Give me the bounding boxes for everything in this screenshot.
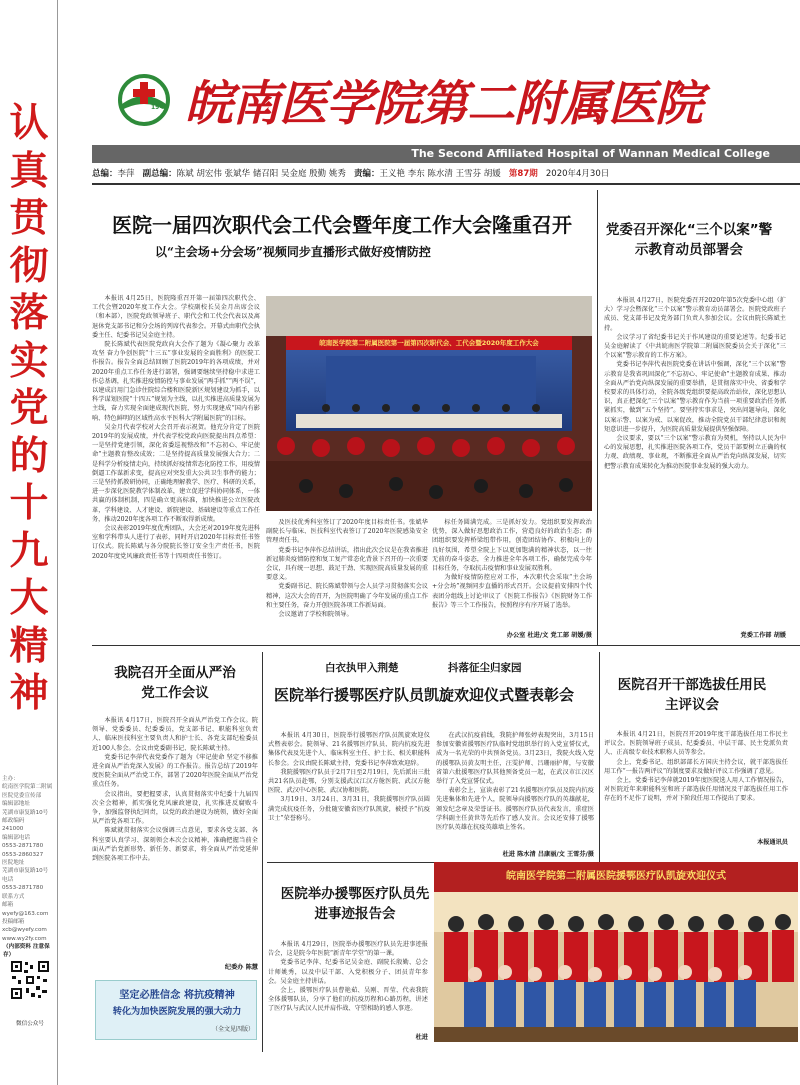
left-mid-body: 本报讯 4月17日，医院召开全面从严治党工作会议。院领导、党委委员、纪委委员，党支部书记、职能科室负责人、临床医技科室主要负责人和护士长、各党支部纪检委员近100人参会。会议由党委副书记、院长陈斌主持。 党委书记李萍代表党委作了题为《牢记使命 坚定不移推进全面从严治党深入发展》的工作报告。报告总结了2019年度医院全面从严治党工作，部署了2020年医院全面从严治党重点任务。 会议指出，要把握要求，认真贯彻落实中纪委十九届四次全会精神，抓实强化党风廉政建设，扎实推进反腐败斗争，加强监督执纪问责，以党的政治建设为统领，做好全面从严治党各项工作。 陈斌就贯彻落实会议强调三点意见，要求各党支部、各科室要认真学习、深刻领会本次会议精神，准确把握当前全面从严治党新形势、新任务、新要求，将全面从严治党延伸到医院各项工作中去。	[92, 717, 258, 863]
lead-col1: 本报讯 4月25日，医院隆重召开第一届第四次职代会、工代会暨2020年度工作大会。学校副校长吴金月出席会议（和本部），医院党政领导班子、职代会和工代会代表以及离退休党支部书记和分会场的列席代表参会。开幕式由职代会执委主任、纪委书记吴金庭主持。 院长陈斌代表医院党政向大会作了题为《凝心聚力 改革攻坚 奋力争创医院“十三五”事业发展的全面胜利》的医院工作报告。报告全面总结回顾了医院2019年的各项成绩，并对2020年重点工作任务进行部署，强调要继续坚持稳中求进工作总基调，扎实推进疫情防控与事业发展“两手抓”“两不误”，以建成启用门急诊住院综合楼和医院新区规划建设为抓手，以科学谋划医院“十四五”规划为主线，以扎实推进高质量发展为主线，奋力实现全面建成现代医院，努力实现建成“国内有影响、特色鲜明的区域性高水平医科大学附属医院”的目标。 吴金月代表学校对大会召开表示祝贺。他充分肯定了医院2019年的发展成绩，并代表学校党政向医院提出四点希望：一是坚持党建引领，深化省委巡视整改和“不忘初心、牢记使命”主题教育整改成效；二是坚持提高质量发展强大合力；二是科学分析疫情走向，持续抓好疫情常态化防控工作，用疫情倒逼工作谋新求变，提高应对突发重大公共卫生事件的能力；三是坚持抓教研协同，正确地理解教学、医疗、科研的关系，进一步深化医院教学体制改革，建立促进学科协同体系，一体共赢的体制机制，四是确立更高标准，加快推进公立医院改革，学科建设、人才建设、新院建设、基础建设等重点工作任务，推动2020年度各项工作不断取得新成绩。 会议表彰2019年度优秀团队，大会还对2019年度先进科室和学科带头人进行了表彰，同时开启2020年目标责任书签订仪式。院长陈斌与各分院院长签订安全生产责任书，医院2020年度党风廉政责任书等十四项责任书签订。	[92, 295, 260, 560]
team-photo	[434, 862, 798, 1042]
logo-year: 1949	[151, 104, 168, 111]
center-bottom-byline: 杜进	[415, 1034, 428, 1041]
right-top-body: 本报讯 4月27日，医院党委召开2020年第5次党委中心组（扩大）学习会暨深化“三个以案”警示教育动员部署会。医院党政班子成员、党支部书记及党务部门负责人参加会议。会议由院长陈斌主持。 会议学习了省纪委书记关于作风建设的重要论述等。纪委书记吴金庭解读了《中共皖南医学院第二附属医院委员会关于深化“三个以案”警示教育的工作方案》。 党委书记李萍代表医院党委在讲话中强调，深化“三个以案”警示教育是我省巩固深化“不忘初心、牢记使命”主题教育成果、推动全面从严治党向纵深发展的重要举措，是贯彻落实中央、省委和学校要求的具体行动，全院各级党组织要提高政治站位，深化思想认识，真正把深化“三个以案”警示教育作为当前一项重要政治任务抓紧抓实，做到“五个坚持”。要坚持实事求是，突出问题导向，深化以案示警、以案为戒、以案促改，推动全院党员干部纪律意识和规矩意识进一步提升，为医院高质量发展提供坚强保障。 会议要求，要以“三个以案”警示教育为契机，坚持以人民为中心的发展思想，扎实推进医院各项工作，党员干部要树立正确的权力观、政绩观、事业观，不断推进全面从严治党向纵深发展，切实把警示教育成果转化为推动医院事业发展的强大动力。	[604, 297, 786, 470]
feature-line2: 转化为加快医院发展的强大动力	[112, 1006, 242, 1017]
feature-line1: 坚定必胜信念 将抗疫精神	[119, 990, 235, 1001]
right-mid-byline: 本报通讯员	[757, 839, 788, 846]
center-bottom-body: 本报讯 4月29日，医院举办援鄂医疗队员先进事迹报告会，这是院今年医院“新青年学堂”的第一课。 党委书记李萍、纪委书记吴金庭、副院长殷勤、总会计师姚秀，以及中层干部、入党积极分子、团员青年参会。吴金庭主持讲话。 会上，援鄂医疗队员曹艳茹、吴刚、晋莹、代表我院全体援鄂队员，分享了他们的抗疫历程和心路历程，讲述了医疗队与武汉人民并肩作战、守望相助的感人事迹。	[268, 941, 428, 1013]
center-mid-byline: 杜进 陈水清 吕康丽/文 王雪芬/摄	[502, 851, 594, 858]
internal-note: （内部资料 注意保存）	[3, 944, 50, 959]
right-mid-headline: 医院召开干部选拔任用民主评议会	[617, 677, 767, 713]
hospital-logo	[118, 74, 170, 126]
center-mid-col2: 在武汉抗疫前线，我院护师张婷表现突出，3月15日参加安徽省援鄂医疗队临时党组织举行的入党宣誓仪式，成为一名光荣的中共预备党员。3月23日，我院火线入党的援鄂队员黄友明主任，汪雯护师、吕珊丽护师，与安徽省第六批援鄂医疗队其他预备党员一起，在武汉市江汉区举行了入党宣誓仪式。 表彰会上，宣读表彰了21名援鄂医疗队员及院内抗疫先进集体和先进个人，院领导向援鄂医疗队的英雄献花，颁发纪念章及荣誉证书。援鄂医疗队员代表发言，重症医学科副主任黄世等先后作了感人发言。会议还安排了援鄂医疗队英雄在抗疫英雄墙上签名。	[436, 732, 594, 832]
lead-photo-banner: 皖南医学院第二附属医院第一届第四次职代会、工代会暨2020年度工作大会	[319, 339, 539, 347]
left-mid-byline: 纪委办 陈慧	[224, 964, 258, 971]
qr-code[interactable]	[10, 960, 50, 1000]
issue-date: 2020年4月30日	[545, 169, 610, 179]
right-top-byline: 党委工作部 胡媛	[740, 632, 786, 639]
sidebar-slogan: 认真贯彻落实党的十九大精神	[9, 101, 49, 716]
team-photo-banner: 皖南医学院第二附属医院援鄂医疗队凯旋欢迎仪式	[506, 871, 726, 882]
qr-caption: 微信公众号	[16, 1021, 44, 1027]
staff-line: 总编：李萍 副总编：陈斌 胡宏伟 张斌华 储召阳 吴金庭 殷勤 姚秀 责编：王义艳 李东 陈水清 王雪芬 胡媛 第87期 2020年4月30日	[92, 169, 610, 179]
left-feature-box[interactable]	[95, 980, 257, 1040]
sidebar	[0, 0, 58, 1085]
right-top-headline: 党委召开深化“三个以案”警示教育动员部署会	[605, 222, 773, 258]
right-mid-body: 本报讯 4月21日，医院召开2019年度干部选拔任用工作民主评议会。医院领导班子成员、纪委委员、中层干部、民主党派负责人、正高级专业技术职称人员等参会。 会上，党委书记、组织部部长方国庆主持会议，就干部选拔任用工作“一报告两评议”的制度要求及做好评议工作强调了意见。 会上，党委书记李萍就2019年度医院选人用人工作情况报告，对医院近年来职能科室和班子部选拔任用情况及干部选拔任用工作存在的不足作了说明，并对下阶段任用工作提出了要求。	[604, 731, 788, 803]
center-mid-headline: 医院举行援鄂医疗队员凯旋欢迎仪式暨表彰会	[274, 686, 575, 704]
issue-number: 第87期	[508, 169, 538, 179]
feature-note: （全文见四版）	[211, 1026, 254, 1033]
lead-headline: 医院一届四次职代会工代会暨年度工作大会隆重召开	[112, 213, 572, 237]
subtitle-bar	[92, 145, 800, 163]
subtitle-text: The Second Affiliated Hospital of Wannan Medical College	[411, 147, 770, 160]
center-bottom-headline: 医院举办援鄂医疗队员先进事迹报告会	[280, 886, 430, 922]
lead-byline: 办公室 杜进/文 党工部 胡媛/摄	[506, 632, 592, 639]
center-mid-col1: 本报讯 4月30日，医院举行援鄂医疗队员凯旋欢迎仪式暨表彰会。院领导、21名援鄂医疗队员、院内抗疫先进集体代表及先进个人、临床科室主任、护士长、相关职能科长参会。会议由院长陈斌主持，党委书记李萍致欢迎辞。 我院援鄂医疗队员于2月7日至2月19日，先后派出三批共21名队员赴鄂，分别支援武汉江汉方舱医院、武汉方舱医院、武汉中心医院、武汉协和医院。 3月19日、3月24日、3月31日，我院援鄂医疗队员圆满完成抗疫任务，分批随安徽省医疗队凯旋，被授予“抗疫卫士”荣誉称号。	[268, 732, 430, 822]
sidebar-info: 主办： 皖南医学院第二附属医院党委宣传部 编辑部地址 芜湖市康复路10号 邮政编码 241000 编辑部电话 0553-2871780 0553-2860327 医院地址 芜湖市康复路10号 电话 0553-2871780 联系方式 邮箱 wyefy@163.com 投稿邮箱 xcb@wyefy.com www.wy2fy.com	[2, 776, 53, 942]
lead-col3: 标任务圆满完成。三是抓好发力。党组织要发挥政治优势，深入做好思想政治工作，营造良好的政治生态；群团组织要发挥桥梁纽带作用，创造团结协作、积极向上的良好氛围，希望全院上下以更加饱满的精神状态，以一往无前的奋斗姿态，全力推进全年各项工作，确保完成今年目标任务，夺取抗击疫情和事业发展双胜利。 为做好疫情防控应对工作，本次职代会采取“主会场+分会场”视频同步直播的形式召开。会议提前安排四个代表团分组线上讨论审议了《医院工作报告》《医院财务工作报告》等三个工作报告，按照程序有序开展了选举。	[432, 519, 592, 609]
newspaper-title: 皖南医学院第二附属医院	[185, 76, 703, 132]
left-mid-headline: 我院召开全面从严治党工作会议	[114, 665, 236, 701]
lead-subhead: 以“主会场+分会场”视频同步直播形式做好疫情防控	[155, 245, 431, 259]
lead-col2: 及医技优秀科室签订了2020年度目标责任书。张斌华副院长与临床、医技科室代表签订了2020年医院感染安全管理责任书。 党委书记李萍作总结讲话，指出此次会议是在我省推进新冠肺炎疫情防控和复工复产常态化背景下召开的一次重要会议，具有统一思想、鼓足干劲、实现医院高质量发展的重要意义。 党委副书记、院长陈斌带领与会人员学习贯彻落实会议精神，这次大会的召开，为医院明确了今年发展的重点工作和主要任务，奋力开创医院各项工作新局面。 会议邀请了学校和院领导。	[266, 519, 428, 619]
center-kicker-left: 白衣执甲入荆楚	[325, 662, 399, 674]
center-kicker-right: 抖落征尘归家园	[448, 662, 522, 674]
lead-photo	[266, 296, 592, 511]
